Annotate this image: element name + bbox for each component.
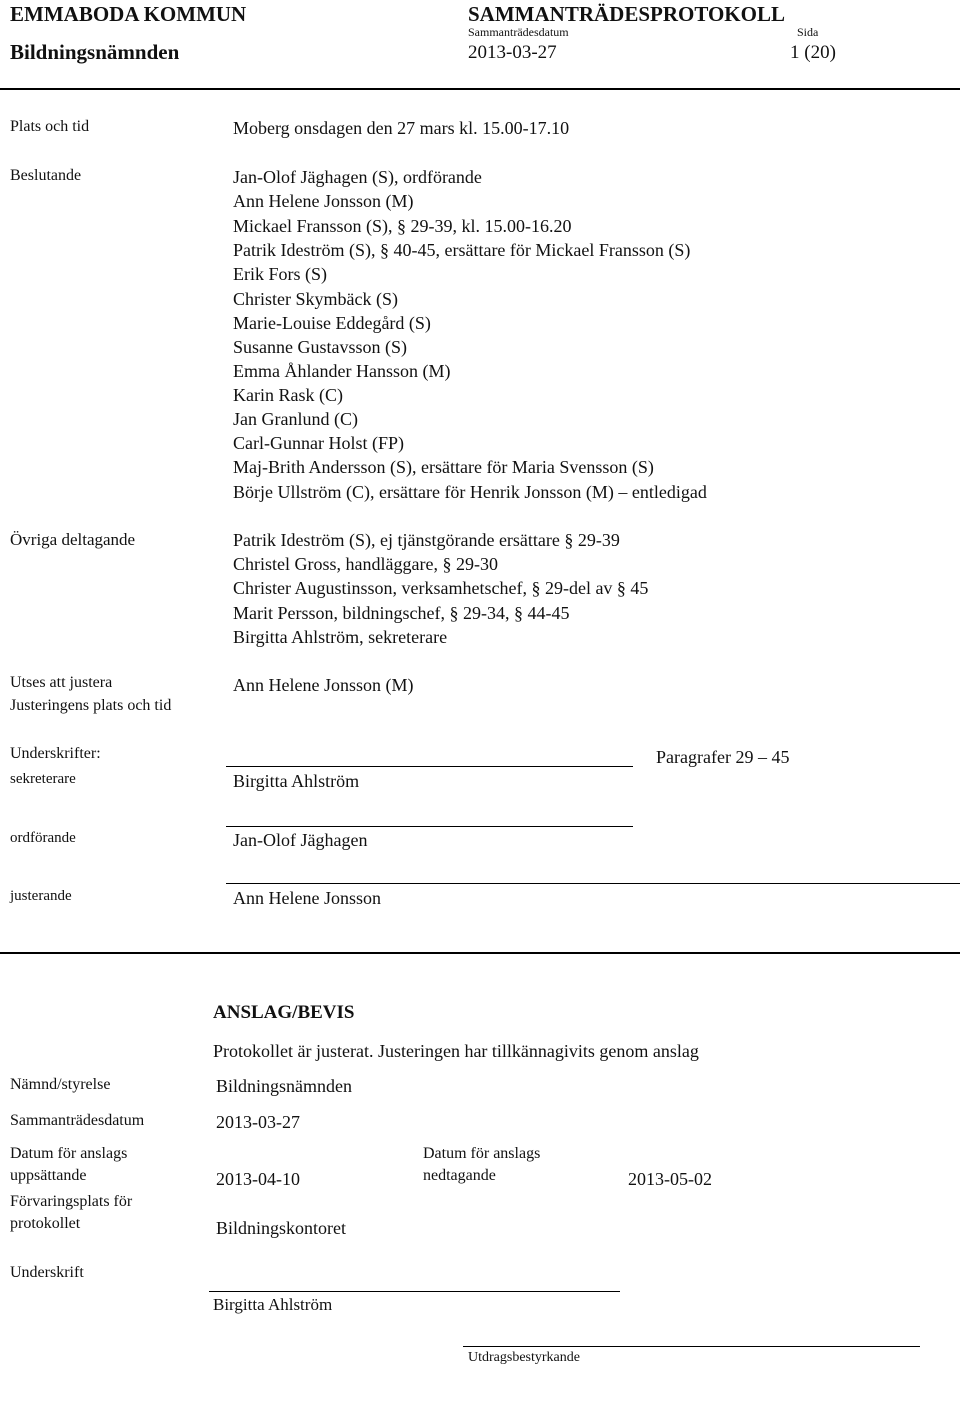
notice-title: ANSLAG/BEVIS xyxy=(213,1002,355,1023)
signature-name: Ann Helene Jonsson xyxy=(233,888,381,908)
document-title: SAMMANTRÄDESPROTOKOLL xyxy=(468,2,785,26)
signature-line xyxy=(226,883,960,884)
meeting-date: 2013-03-27 xyxy=(468,42,557,63)
list-item: Jan Granlund (C) xyxy=(233,409,358,429)
page-label: Sida xyxy=(797,25,819,39)
storage-label: Förvaringsplats för xyxy=(10,1193,133,1210)
meeting-date-label: Sammanträdesdatum xyxy=(468,25,569,39)
list-item: Susanne Gustavsson (S) xyxy=(233,337,407,357)
notice-signature-label: Underskrift xyxy=(10,1264,84,1281)
signature-name: Jan-Olof Jäghagen xyxy=(233,830,368,850)
signature-name: Birgitta Ahlström xyxy=(233,771,360,791)
removed-date-label-line2: nedtagande xyxy=(423,1167,496,1184)
signatures-label: Underskrifter: xyxy=(10,745,101,762)
posted-date-label-line2: uppsättande xyxy=(10,1167,87,1184)
extract-line xyxy=(463,1346,920,1347)
notice-signature-name: Birgitta Ahlström xyxy=(213,1295,333,1314)
signature-role: justerande xyxy=(10,888,72,904)
board-value: Bildningsnämnden xyxy=(216,1076,352,1096)
decision-makers-label: Beslutande xyxy=(10,167,82,184)
section-divider xyxy=(0,952,960,954)
list-item: Mickael Fransson (S), § 29-39, kl. 15.00-16.20 xyxy=(233,216,572,236)
removed-date-value: 2013-05-02 xyxy=(628,1169,712,1189)
page-number: 1 (20) xyxy=(790,42,836,63)
signature-line xyxy=(209,1291,620,1292)
board-label: Nämnd/styrelse xyxy=(10,1076,111,1093)
list-item: Christel Gross, handläggare, § 29-30 xyxy=(233,554,498,574)
list-item: Christer Augustinsson, verksamhetschef, § 29-del av § 45 xyxy=(233,578,649,598)
removed-date-label: Datum för anslags xyxy=(423,1145,541,1162)
signature-line xyxy=(226,766,633,767)
place-label: Plats och tid xyxy=(10,118,90,135)
adjuster-label: Utses att justera xyxy=(10,674,113,691)
posted-date-value: 2013-04-10 xyxy=(216,1169,300,1189)
list-item: Patrik Ideström (S), ej tjänstgörande ersättare § 29-39 xyxy=(233,530,620,550)
extract-certification-label: Utdragsbestyrkande xyxy=(468,1350,580,1365)
committee-name: Bildningsnämnden xyxy=(10,40,180,64)
list-item: Ann Helene Jonsson (M) xyxy=(233,191,414,211)
organization-name: EMMABODA KOMMUN xyxy=(10,2,247,26)
posted-date-label: Datum för anslags xyxy=(10,1145,128,1162)
list-item: Börje Ullström (C), ersättare för Henrik Jonsson (M) – entledigad xyxy=(233,482,707,502)
adjustment-place-label: Justeringens plats och tid xyxy=(10,697,172,714)
storage-value: Bildningskontoret xyxy=(216,1218,346,1238)
list-item: Karin Rask (C) xyxy=(233,385,343,405)
list-item: Maj-Brith Andersson (S), ersättare för Maria Svensson (S) xyxy=(233,457,654,477)
header-divider xyxy=(0,88,960,90)
list-item: Birgitta Ahlström, sekreterare xyxy=(233,627,448,647)
list-item: Erik Fors (S) xyxy=(233,264,327,284)
adjuster-value: Ann Helene Jonsson (M) xyxy=(233,675,414,695)
list-item: Patrik Ideström (S), § 40-45, ersättare för Mickael Fransson (S) xyxy=(233,240,691,260)
list-item: Christer Skymbäck (S) xyxy=(233,289,398,309)
signature-role: ordförande xyxy=(10,830,76,846)
other-participants-label: Övriga deltagande xyxy=(10,530,136,549)
place-value: Moberg onsdagen den 27 mars kl. 15.00-17.10 xyxy=(233,118,570,138)
notice-statement: Protokollet är justerat. Justeringen har tillkännagivits genom anslag xyxy=(213,1041,699,1061)
list-item: Emma Åhlander Hansson (M) xyxy=(233,361,451,381)
notice-meeting-date-label: Sammanträdesdatum xyxy=(10,1112,145,1129)
storage-label-line2: protokollet xyxy=(10,1215,81,1232)
notice-meeting-date-value: 2013-03-27 xyxy=(216,1112,300,1132)
list-item: Marit Persson, bildningschef, § 29-34, § 44-45 xyxy=(233,603,570,623)
list-item: Jan-Olof Jäghagen (S), ordförande xyxy=(233,167,482,187)
signature-role: sekreterare xyxy=(10,771,76,787)
paragraphs-range: Paragrafer 29 – 45 xyxy=(656,747,790,767)
signature-line xyxy=(226,826,633,827)
list-item: Carl-Gunnar Holst (FP) xyxy=(233,433,404,453)
list-item: Marie-Louise Eddegård (S) xyxy=(233,313,431,333)
